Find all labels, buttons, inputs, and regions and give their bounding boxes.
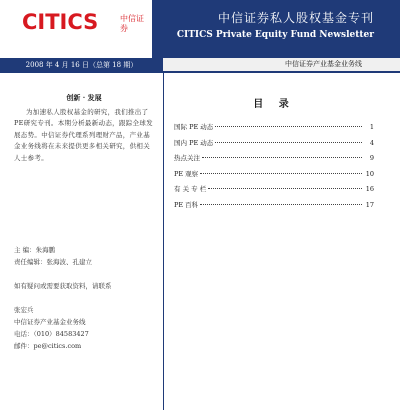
toc-leader-dots [208, 188, 362, 189]
toc-item-page: 17 [365, 200, 374, 209]
preface-title: 创新 · 发展 [66, 93, 102, 102]
citics-logo [0, 0, 152, 58]
department-label: 中信证券产业基金业务线 [163, 58, 400, 73]
logo-subtext: 中信证券 [120, 14, 144, 33]
toc-item-label: PE 百科 [174, 200, 199, 209]
logo-text: CITICS [22, 10, 99, 34]
toc-item-label: 国际 PE 动态 [174, 123, 214, 131]
contact-name: 张宏兵 [14, 306, 34, 314]
toc-title: 目 录 [253, 99, 295, 110]
toc-leader-dots [200, 173, 362, 174]
contact-email: 邮件：pe@citics.com [14, 342, 82, 350]
preface-section [14, 92, 154, 164]
newsletter-title-en: CITICS Private Equity Fund Newsletter [176, 30, 374, 40]
toc-item[interactable] [174, 122, 374, 138]
toc-item-page: 9 [369, 154, 374, 162]
toc-leader-dots [202, 157, 362, 158]
toc-item-label: 热点关注 [174, 154, 200, 162]
contact-prompt: 如有疑问或需要获取资料，请联系 [14, 282, 112, 290]
toc-item[interactable] [174, 153, 374, 169]
masthead [0, 0, 400, 58]
toc-leader-dots [215, 142, 362, 143]
table-of-contents [174, 95, 374, 215]
credits-section [14, 244, 154, 352]
column-divider [163, 73, 164, 410]
toc-item-page: 1 [369, 123, 374, 131]
preface-body: 为加速私人股权基金的研究，我们推出了PE研究专刊。本期分析最新动态，跟踪全球发展态势。中信证券代理系列理财产品，产业基金业务线将在未来提供更多相关研究，供相关人士参考。 [14, 107, 153, 162]
issue-info-bar [0, 58, 400, 73]
editor-line: 主 编：朱海鹏 [14, 246, 56, 254]
issue-date: 2008 年 4 月 16 日（总第 18 期） [0, 58, 163, 73]
contact-company: 中信证券产业基金业务线 [14, 318, 86, 326]
newsletter-title-cn: 中信证券私人股权基金专刊 [217, 11, 374, 25]
associate-editor-line: 责任编辑：张海波、孔建立 [14, 258, 92, 266]
toc-item[interactable] [174, 138, 374, 154]
toc-item-page: 10 [365, 169, 374, 178]
toc-item-label: 有 关 专 栏 [174, 185, 207, 193]
toc-item-label: 国内 PE 动态 [174, 138, 214, 147]
toc-item[interactable] [174, 200, 374, 216]
toc-item-label: PE 观察 [174, 169, 199, 178]
toc-leader-dots [200, 204, 362, 205]
toc-item-page: 4 [369, 138, 374, 147]
toc-leader-dots [215, 126, 362, 127]
toc-item-page: 16 [365, 185, 374, 193]
toc-item[interactable] [174, 169, 374, 185]
toc-item[interactable] [174, 184, 374, 200]
title-banner [152, 0, 400, 58]
contact-phone: 电话：（010）84583427 [14, 330, 89, 338]
